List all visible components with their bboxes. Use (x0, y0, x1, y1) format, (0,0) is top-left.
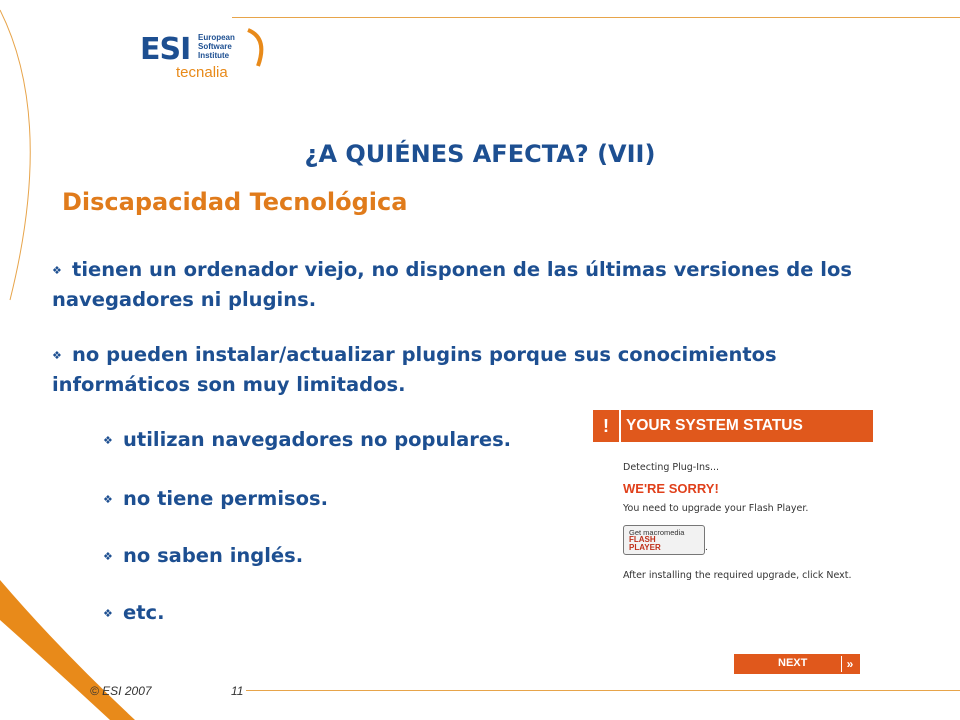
diamond-bullet-icon: ❖ (103, 434, 113, 447)
logo-line-3: Institute (198, 51, 230, 60)
footer-copyright: © ESI 2007 (90, 684, 152, 698)
bullet-text-2: no pueden instalar/actualizar plugins porque sus conocimientos informáticos son muy limitados. (52, 343, 777, 396)
next-label: NEXT (778, 657, 808, 669)
system-status-panel (593, 410, 873, 680)
after-install-text: After installing the required upgrade, click Next. (623, 570, 852, 581)
bullet-text-1: tienen un ordenador viejo, no disponen de las últimas versiones de los navegadores ni plugins. (52, 258, 852, 311)
diamond-bullet-icon: ❖ (103, 607, 113, 620)
list-item (103, 541, 303, 571)
logo-tecnalia: tecnalia (176, 64, 228, 81)
list-item (103, 425, 511, 455)
period-mark: . (705, 543, 708, 553)
list-item-text: no tiene permisos. (123, 487, 329, 510)
slide-title: ¿A QUIÉNES AFECTA? (VII) (304, 140, 656, 168)
logo-line-2: Software (198, 42, 232, 51)
diamond-bullet-icon: ❖ (52, 264, 62, 277)
top-divider (232, 17, 960, 18)
sorry-heading: WE'RE SORRY! (623, 481, 719, 496)
logo-swoosh-icon (246, 28, 268, 68)
flash-button-top: Get macromedia (629, 528, 685, 537)
list-item-text: utilizan navegadores no populares. (123, 428, 512, 451)
list-item (103, 598, 165, 628)
upgrade-message: You need to upgrade your Flash Player. (623, 503, 809, 514)
detecting-text: Detecting Plug-Ins... (623, 462, 720, 473)
diamond-bullet-icon: ❖ (103, 550, 113, 563)
slide-subtitle: Discapacidad Tecnológica (62, 188, 408, 216)
list-item-text: etc. (123, 601, 165, 624)
double-chevron-right-icon: » (841, 656, 858, 672)
flash-button-brand-1: FLASH (629, 535, 656, 544)
diamond-bullet-icon: ❖ (52, 349, 62, 362)
bullet-paragraph-1 (52, 255, 852, 314)
status-header-bar (593, 410, 873, 442)
flash-button-brand-2: PLAYER (629, 543, 661, 552)
list-item-text: no saben inglés. (123, 544, 304, 567)
alert-icon: ! (593, 410, 621, 442)
logo-line-1: European (198, 33, 235, 42)
next-button[interactable] (734, 654, 860, 674)
diamond-bullet-icon: ❖ (103, 493, 113, 506)
esi-logo (140, 28, 270, 82)
bullet-paragraph-2 (52, 340, 852, 399)
status-header-text: YOUR SYSTEM STATUS (626, 417, 803, 434)
logo-mark: ESI (140, 32, 191, 67)
get-flash-player-button[interactable] (623, 525, 705, 555)
list-item (103, 484, 328, 514)
page-number: 11 (231, 684, 244, 698)
bottom-divider (246, 690, 960, 691)
